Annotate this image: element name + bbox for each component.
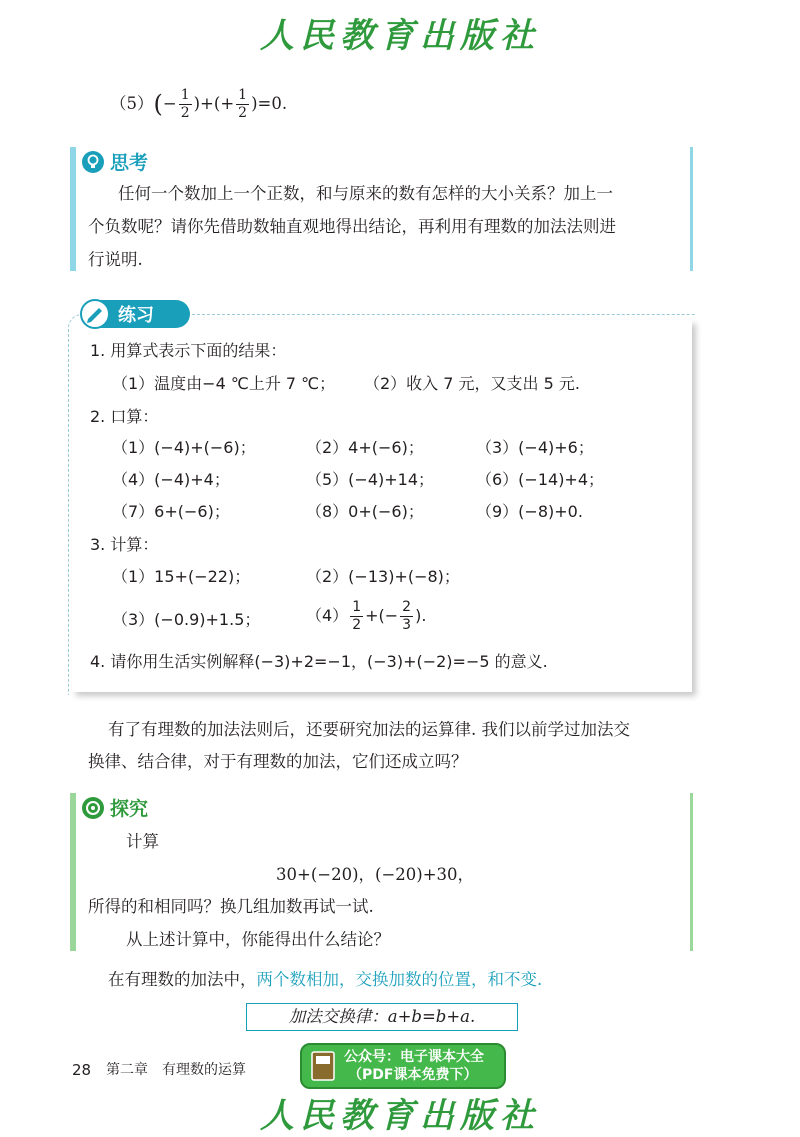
fraction-half-1: $\frac{1}{2}$ (180, 86, 190, 121)
explore-calc: 计算 (126, 832, 159, 851)
practice-q4: 4. 请你用生活实例解释(−3)+2=−1，(−3)+(−2)=−5 的意义. (90, 652, 548, 671)
stamp-line-1: 公众号：电子课本大全 (344, 1049, 484, 1065)
example-5 (110, 86, 287, 122)
practice-q2-item: （9）(−8)+0. (476, 502, 583, 521)
practice-heading (84, 300, 190, 328)
fraction-half-2: $\frac{1}{2}$ (238, 86, 248, 121)
think-right-bar (690, 147, 693, 271)
body-line-1: 有了有理数的加法法则后，还要研究加法的运算律. 我们以前学过加法交 (108, 720, 630, 739)
publisher-logo-bottom: 人民教育出版社 (260, 1096, 540, 1136)
think-left-bar (70, 147, 76, 271)
body-line-2: 换律、结合律，对于有理数的加法，它们还成立吗？ (88, 752, 468, 771)
stamp-line-2: （PDF课本免费下） (348, 1067, 478, 1083)
paren: ( (153, 90, 163, 118)
practice-title: 练习 (118, 305, 154, 326)
explore-expression: 30+(−20)，(−20)+30， (276, 865, 475, 884)
practice-q2: 2. 口算： (90, 407, 159, 426)
think-line-1: 任何一个数加上一个正数，和与原来的数有怎样的大小关系？加上一 (118, 184, 613, 203)
practice-q2-item: （1）(−4)+(−6)； (112, 438, 256, 457)
q3d-middle: +(− (365, 606, 399, 625)
explore-q2: 从上述计算中，你能得出什么结论？ (126, 930, 390, 949)
practice-q1: 1. 用算式表示下面的结果： (90, 341, 287, 360)
practice-q2-item: （2）4+(−6)； (306, 438, 424, 457)
page-number: 28 (72, 1061, 92, 1079)
think-title: 思考 (110, 152, 149, 174)
think-line-3: 行说明. (88, 250, 143, 269)
explore-heading (82, 794, 148, 821)
practice-q2-item: （8）0+(−6)； (306, 502, 424, 521)
practice-q3d (306, 596, 426, 636)
practice-q2-item: （4）(−4)+4； (112, 470, 230, 489)
practice-q2-item: （6）(−14)+4； (476, 470, 605, 489)
practice-q2-item: （3）(−4)+6； (476, 438, 594, 457)
practice-q3a: （1）15+(−22)； (112, 567, 251, 586)
example-5-middle: )+(+ (193, 93, 235, 113)
fraction-one-half: $\frac{1}{2}$ (352, 598, 362, 633)
example-5-tail: )=0. (251, 93, 288, 113)
q3d-tail: ). (415, 606, 427, 625)
explore-icon (82, 797, 104, 819)
book-icon (310, 1050, 336, 1082)
chapter-title: 第二章 有理数的运算 (106, 1062, 246, 1078)
q3d-label: （4） (306, 606, 349, 625)
rule-highlight: 两个数相加，交换加数的位置，和不变. (256, 970, 543, 989)
practice-q3c: （3）(−0.9)+1.5； (112, 610, 261, 629)
think-line-2: 个负数呢？请你先借助数轴直观地得出结论，再利用有理数的加法法则进 (88, 217, 616, 236)
practice-q2-item: （7）6+(−6)； (112, 502, 230, 521)
watermark-stamp (300, 1043, 506, 1089)
explore-left-bar (70, 793, 76, 951)
practice-q3b: （2）(−13)+(−8)； (306, 567, 460, 586)
commutative-law-box: 加法交换律：a+b=b+a. (246, 1003, 518, 1031)
practice-q2-item: （5）(−4)+14； (306, 470, 435, 489)
pencil-icon (80, 299, 110, 329)
fraction-two-thirds: $\frac{2}{3}$ (402, 598, 412, 633)
minus-sign: − (162, 93, 177, 113)
practice-q3: 3. 计算： (90, 535, 159, 554)
explore-q1: 所得的和相同吗？换几组加数再试一试. (88, 897, 374, 916)
think-heading (82, 148, 148, 175)
lightbulb-icon (82, 151, 104, 173)
practice-q1a: （1）温度由−4 ℃上升 7 ℃； (112, 374, 336, 393)
practice-q1b: （2）收入 7 元，又支出 5 元. (364, 374, 580, 393)
rule-statement (108, 972, 542, 989)
explore-title: 探究 (110, 798, 149, 820)
explore-right-bar (690, 793, 693, 951)
example-5-label: （5） (110, 93, 154, 113)
rule-prefix: 在有理数的加法中， (108, 970, 257, 989)
publisher-logo-top: 人民教育出版社 (260, 16, 540, 56)
